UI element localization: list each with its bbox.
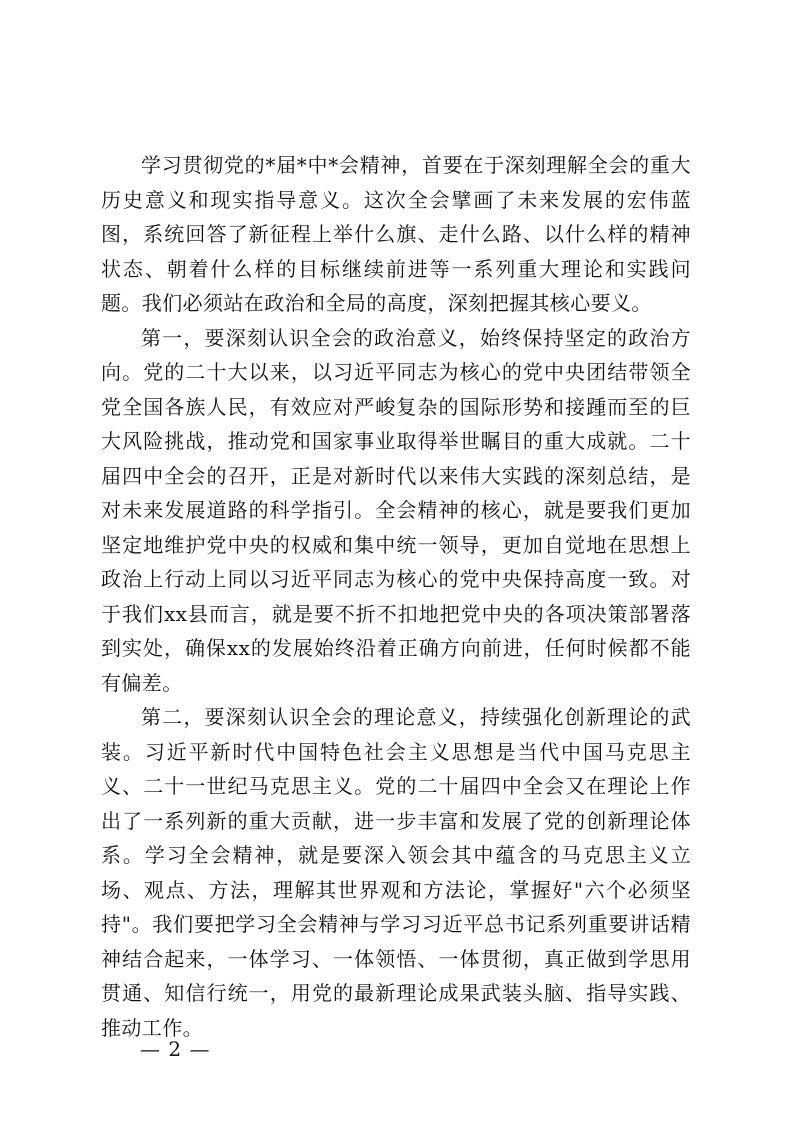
paragraph-second-point: 第二，要深刻认识全会的理论意义，持续强化创新理论的武装。习近平新时代中国特色社会主义思想是当代中国马克思主义、二十一世纪马克思主义。党的二十届四中全会又在理论上作出了一系列新的重大贡献，进一步丰富和发展了党的创新理论体系。学习全会精神，就是要深入领会其中蕴含的马克思主义立场、观点、方法，理解其世界观和方法论，掌握好"六个必须坚持"。我们要把学习全会精神与学习习近平总书记系列重要讲话精神结合起来，一体学习、一体领悟、一体贯彻，真正做到学思用贯通、知信行统一，用党的最新理论成果武装头脑、指导实践、推动工作。 (101, 705, 691, 1040)
page-number: — 2 — (140, 1037, 211, 1061)
document-body (101, 148, 691, 1045)
paragraph-first-point: 第一，要深刻认识全会的政治意义，始终保持坚定的政治方向。党的二十大以来，以习近平同志为核心的党中央团结带领全党全国各族人民，有效应对严峻复杂的国际形势和接踵而至的巨大风险挑战，推动党和国家事业取得举世瞩目的重大成就。二十届四中全会的召开，正是对新时代以来伟大实践的深刻总结，是对未来发展道路的科学指引。全会精神的核心，就是要我们更加坚定地维护党中央的权威和集中统一领导，更加自觉地在思想上政治上行动上同以习近平同志为核心的党中央保持高度一致。对于我们xx县而言，就是要不折不扣地把党中央的各项决策部署落到实处，确保xx的发展始终沿着正确方向前进，任何时候都不能有偏差。 (101, 325, 691, 695)
paragraph-intro: 学习贯彻党的*届*中*会精神，首要在于深刻理解全会的重大历史意义和现实指导意义。这次全会擘画了未来发展的宏伟蓝图，系统回答了新征程上举什么旗、走什么路、以什么样的精神状态、朝着什么样的目标继续前进等一系列重大理论和实践问题。我们必须站在政治和全局的高度，深刻把握其核心要义。 (101, 153, 691, 315)
